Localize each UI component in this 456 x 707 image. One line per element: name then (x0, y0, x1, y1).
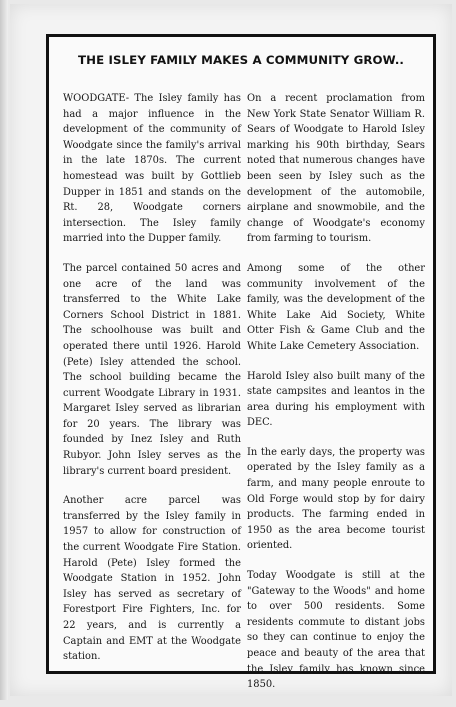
left-column (63, 91, 241, 679)
right-column (247, 91, 425, 707)
paragraph: Another acre parcel was transferred by the Isley family in 1957 to allow for construction of the current Woodgate Fire Station. Harold (Pete) Isley formed the Woodgate Station in 1952. John Isley has served as secretary of Forestport Fire Fighters, Inc. for 22 years, and is currently a Captain and EMT at the Woodgate station. (63, 495, 241, 663)
article-frame (46, 34, 436, 691)
article-title: THE ISLEY FAMILY MAKES A COMMUNITY GROW.. (77, 53, 404, 67)
paragraph: On a recent proclamation from New York State Senator William R. Sears of Woodgate to Harold Isley marking his 90th birthday, Sears noted that numerous changes have been seen by Isley such as the development of the automobile, airplane and snowmobile, and the change of Woodgate's economy from farming to tourism. (247, 93, 425, 245)
paragraph: WOODGATE- The Isley family has had a major influence in the development of the community of Woodgate since the family's arrival in the late 1870s. The current homestead was built by Gottlieb Dupper in 1851 and stands on the Rt. 28, Woodgate corners intersection. The Isley family married into the Dupper family. (63, 93, 241, 245)
paragraph: Today Woodgate is still at the "Gateway to the Woods" and home to over 500 residents. Some residents commute to distant jobs so they can continue to enjoy the peace and beauty of the area that the Isley family has known since 1850. (247, 570, 425, 691)
page-fold-shadow (0, 0, 8, 700)
paragraph: In the early days, the property was operated by the Isley family as a farm, and many people enroute to Old Forge would stop by for dairy products. The farming ended in 1950 as the area become tourist oriented. (247, 446, 425, 552)
paragraph: Among some of the other community involvement of the family, was the development of the White Lake Aid Society, White Otter Fish & Game Club and the White Lake Cemetery Association. (247, 262, 425, 352)
paragraph: The parcel contained 50 acres and one acre of the land was transferred to the White Lake Corners School District in 1881. The schoolhouse was built and operated there until 1926. Harold (Pete) Isley attended the school. The school building became the current Woodgate Library in 1931. Margaret Isley served as librarian for 20 years. The library was founded by Inez Isley and Ruth Rubyor. John Isley serves as the library's current board president. (63, 262, 241, 477)
paragraph: Harold Isley also built many of the state campsites and leantos in the area during his employment with DEC. (247, 370, 425, 429)
